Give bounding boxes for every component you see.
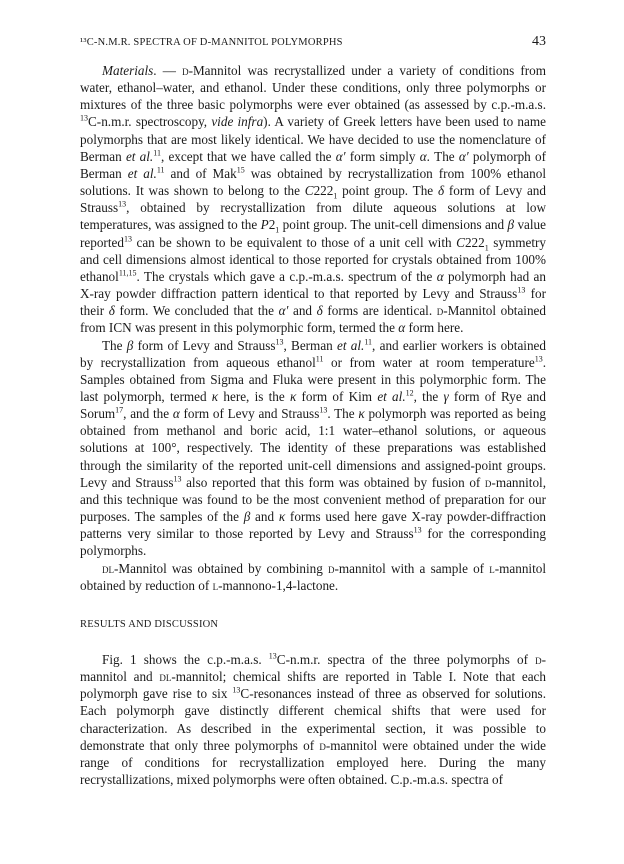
italic-text: P: [260, 217, 269, 233]
page-number: 43: [532, 34, 546, 49]
reference-superscript: 15: [236, 165, 245, 175]
text-run: point group. The unit-cell dimensions and: [279, 217, 508, 233]
text-run: value reported: [80, 217, 547, 250]
text-run: . The crystals which gave a c.p.-m.a.s. spectrum of the: [136, 268, 437, 284]
text-run: Fig. 1 shows the c.p.-m.a.s.: [102, 652, 269, 667]
italic-text: κ: [278, 509, 286, 525]
italic-text: α′: [335, 148, 346, 164]
text-run: form of Levy and Strauss: [179, 406, 320, 422]
text-run: 2: [268, 217, 276, 233]
reference-superscript: 13: [275, 337, 284, 347]
text-run: , and the: [123, 406, 173, 422]
text-run: point group. The: [337, 183, 438, 199]
italic-text: α: [436, 268, 444, 284]
text-run: , except that we have called the: [160, 148, 336, 164]
italic-text: Materials: [102, 63, 154, 78]
italic-text: C: [456, 234, 465, 250]
text-run: polymorph had an X-ray powder diffraction pattern identical to that reported by Levy and Strauss: [80, 268, 546, 302]
italic-text: β: [507, 217, 515, 233]
italic-text: δ: [437, 183, 445, 199]
reference-superscript: 17: [115, 405, 124, 415]
reference-superscript: 13: [319, 405, 328, 415]
text-run: was obtained by recrystallization from 100% ethanol solutions. It was shown to belong to the: [80, 165, 546, 199]
text-run: , Berman: [283, 337, 338, 353]
italic-text: δ: [316, 303, 323, 319]
paragraph-dl-mannitol: [80, 560, 546, 594]
reference-superscript: 13: [173, 474, 182, 484]
running-head: ¹³C-N.M.R. SPECTRA OF D-MANNITOL POLYMORPHS: [80, 37, 343, 48]
italic-text: δ: [108, 303, 115, 319]
small-caps-text: d: [328, 560, 335, 576]
text-run: -Mannitol was obtained by combining: [114, 560, 329, 576]
italic-text: et al.: [125, 148, 154, 164]
text-run: for the corresponding polymorphs.: [80, 526, 546, 559]
text-run: , obtained by recrystallization from dilute aqueous solutions at low temperatures, was assigned to the: [80, 200, 546, 233]
text-run: -mannitol with a sample of: [334, 560, 490, 576]
text-run: form. We concluded that the: [114, 303, 279, 319]
reference-superscript: 11,15: [118, 268, 137, 278]
text-run: form of Kim: [296, 388, 378, 404]
page-header: [80, 34, 546, 54]
italic-text: et al.: [337, 337, 365, 353]
text-run: , the: [413, 388, 444, 404]
italic-text: α: [172, 406, 180, 422]
paragraph-materials: [80, 62, 546, 337]
text-run: forms are identical.: [322, 303, 437, 319]
text-run: and: [250, 509, 279, 525]
small-caps-text: l: [489, 560, 495, 576]
text-run: 222: [464, 234, 485, 250]
text-run: . —: [153, 63, 183, 78]
small-caps-text: l: [212, 577, 219, 593]
text-run: The: [102, 337, 127, 353]
italic-text: C: [304, 183, 314, 199]
subscript-text: 1: [484, 243, 489, 253]
small-caps-text: d: [436, 303, 444, 319]
reference-superscript: 11: [153, 148, 161, 158]
text-run: also reported that this form was obtained by fusion of: [181, 474, 485, 490]
italic-text: α: [419, 148, 427, 164]
text-run: C-n.m.r. spectra of the three polymorphs of: [276, 652, 536, 667]
text-run: can be shown to be equivalent to those of a unit cell with: [131, 234, 457, 250]
text-run: and of Mak: [164, 165, 237, 181]
text-run: form of Levy and Strauss: [133, 337, 276, 353]
subscript-text: 1: [333, 191, 338, 201]
text-run: forms used here gave X-ray powder-diffraction patterns very similar to those reported by Levy and Strauss: [80, 509, 547, 542]
text-run: C-n.m.r. spectroscopy,: [88, 114, 212, 130]
italic-text: et al.: [377, 388, 406, 404]
text-run: form of Rye and Sorum: [80, 388, 546, 422]
reference-superscript: 13: [534, 354, 543, 364]
small-caps-text: dl: [159, 669, 172, 685]
italic-text: κ: [211, 388, 219, 404]
text-run: ). A variety of Greek letters have been used to name polymorphs that are most likely identical. We have decided to use the nomenclature of Berman: [80, 114, 546, 164]
text-run: . The: [327, 406, 359, 422]
subscript-text: 1: [275, 226, 280, 236]
reference-superscript: 12: [405, 388, 414, 398]
text-run: symmetry and cell dimensions almost identical to those reported for crystals obtained from 100% ethanol: [80, 234, 546, 284]
italic-text: κ: [289, 388, 297, 404]
text-run: here, is the: [218, 388, 290, 404]
text-run: . The: [426, 148, 459, 164]
text-run: -mannono-1,4-lactone.: [218, 577, 339, 593]
reference-superscript: 13: [517, 285, 526, 295]
text-run: or from water at room temperature: [323, 354, 535, 370]
text-run: polymorph was reported as being obtained from methanol and boric acid, 1:1 water–ethanol solutions, or aqueous solutions at 100°, respectively. The identity of these preparations was established through the similarity of the reported unit-cell dimensions and assigned-point groups. Levy and Strauss: [80, 406, 547, 490]
reference-superscript: 11: [315, 354, 324, 364]
small-caps-text: d: [484, 474, 492, 490]
reference-superscript: 13: [80, 114, 88, 124]
text-run: -mannitol obtained by reduction of: [80, 560, 546, 593]
reference-superscript: 11: [156, 165, 165, 175]
small-caps-text: d: [319, 737, 326, 753]
text-run: form here.: [405, 320, 464, 336]
paragraph-results: [80, 651, 546, 788]
text-run: -Mannitol was recrystallized under a variety of conditions from water, ethanol–water, and ethanol. Under these conditions, only three polymorphs or mixtures of the three basic polymorphs were ever obtained (as assessed by c.p.-m.a.s.: [80, 63, 546, 113]
section-heading: RESULTS AND DISCUSSION: [80, 618, 219, 630]
italic-text: α′: [278, 303, 289, 319]
text-run: -mannitol were obtained under the wide range of conditions for recrystallization employed here. During the many recrystallizations, mixed polymorphs were often obtained. C.p.-m.a.s. spectra of: [80, 737, 546, 788]
italic-text: vide infra: [211, 114, 264, 130]
italic-text: et al.: [127, 165, 157, 181]
reference-superscript: 13: [232, 685, 241, 695]
reference-superscript: 11: [364, 337, 373, 347]
reference-superscript: 13: [123, 234, 132, 244]
italic-text: α: [398, 320, 406, 336]
paragraph-beta-form: [80, 337, 546, 560]
small-caps-text: d: [182, 63, 189, 78]
text-run: . Samples obtained from Sigma and Fluka were present in this polymorphic form. The last polymorph, termed: [80, 354, 546, 404]
reference-superscript: 13: [118, 199, 127, 209]
italic-text: β: [126, 337, 134, 353]
text-run: for their: [80, 286, 546, 319]
text-run: 222: [313, 183, 334, 199]
italic-text: γ: [443, 388, 449, 404]
small-caps-text: dl: [102, 560, 114, 576]
text-run: C-resonances instead of three as observed for solutions. Each polymorph gave distinctly different chemical shifts that were used for characterization. As described in the experimental section, it was possible to demonstrate that only three polymorphs of: [80, 686, 546, 753]
body-text: [80, 62, 546, 788]
reference-superscript: 13: [413, 525, 422, 535]
small-caps-text: d: [535, 652, 542, 667]
reference-superscript: 13: [268, 651, 277, 661]
text-run: -mannitol and: [80, 652, 546, 685]
text-run: form simply: [345, 148, 420, 164]
italic-text: β: [243, 509, 251, 525]
text-run: polymorph of Berman: [80, 148, 546, 181]
italic-text: α′: [458, 148, 469, 164]
text-run: -mannitol; chemical shifts are reported in Table I. Note that each polymorph gave rise to six: [80, 669, 546, 702]
text-run: , and earlier workers is obtained by recrystallization from aqueous ethanol: [80, 337, 546, 370]
text-run: -mannitol, and this technique was found to be the most convenient method of preparation for our purposes. The samples of the: [80, 474, 546, 525]
text-run: -Mannitol obtained from ICN was present in this polymorphic form, termed the: [80, 303, 547, 336]
italic-text: κ: [358, 406, 365, 422]
text-run: and: [288, 303, 317, 319]
text-run: form of Levy and Strauss: [80, 183, 546, 216]
